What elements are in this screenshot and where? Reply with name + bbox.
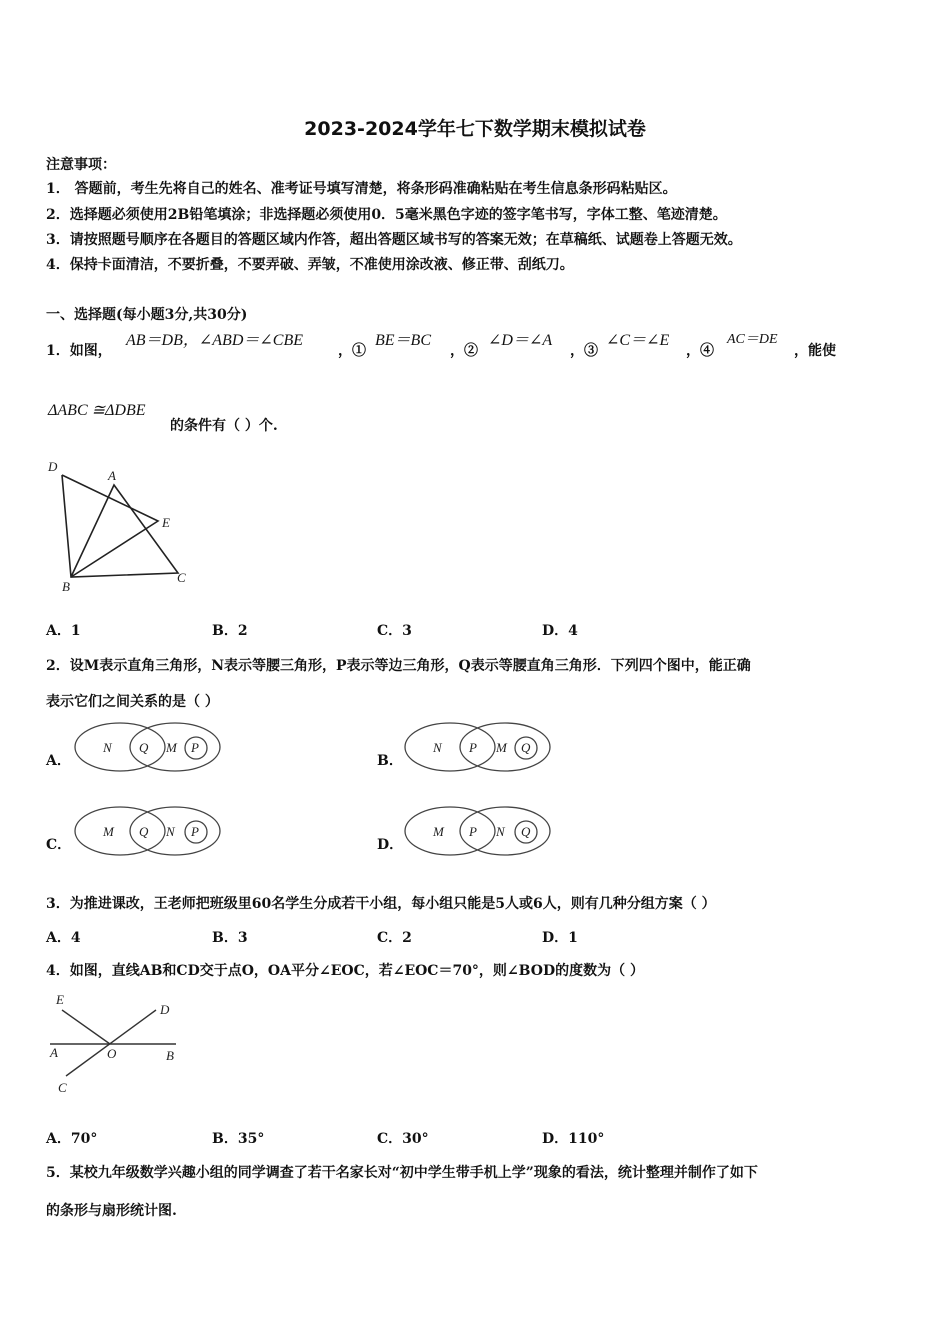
q3-option-a[interactable]: A．4 (46, 930, 81, 946)
q1-option-a[interactable]: A．1 (46, 623, 81, 639)
q2-option-c[interactable]: C． (46, 837, 72, 853)
q2-option-a[interactable]: A． (46, 753, 71, 769)
q5-text: 的条形与扇形统计图. (46, 1203, 177, 1219)
notice-heading: 注意事项： (46, 157, 116, 173)
q1-option-c[interactable]: C．3 (377, 623, 412, 639)
venn-label: M (433, 824, 444, 839)
point-label-a: A (108, 468, 116, 483)
venn-label: Q (139, 824, 149, 839)
q1-triangle-figure (44, 455, 204, 595)
point-label-c: C (58, 1080, 67, 1095)
q1-prefix: 1．如图， (46, 343, 112, 359)
q3-option-b[interactable]: B．3 (212, 930, 248, 946)
ray-oe (62, 1010, 110, 1044)
q5-text: 5．某校九年级数学兴趣小组的同学调查了若干名家长对“初中学生带手机上学”现象的看法，统计整理并制作了如下 (46, 1165, 758, 1181)
q2-venn-c (70, 804, 220, 864)
section-heading: 一、选择题(每小题3分,共30分) (46, 307, 248, 323)
triangle-abc-edges (62, 475, 178, 577)
q4-text: 4．如图，直线AB和CD交于点O，OA平分∠EOC，若∠EOC＝70°，则∠BOD的度数为（ ） (46, 963, 644, 979)
venn-label: P (191, 740, 199, 755)
q1-sep: ，④ (686, 343, 714, 359)
q2-text: 表示它们之间关系的是（ ） (46, 694, 219, 710)
venn-label: N (103, 740, 112, 755)
q4-option-d[interactable]: D．110° (542, 1131, 605, 1147)
venn-label: M (103, 824, 114, 839)
q1-suffix: ，能使 (794, 343, 836, 359)
q1-sep: ，③ (570, 343, 598, 359)
venn-label: M (496, 740, 507, 755)
point-label-d: D (160, 1002, 170, 1017)
q1-given: AB＝DB，∠ABD＝∠CBE (126, 332, 304, 349)
q3-text: 3．为推进课改，王老师把班级里60名学生分成若干小组，每小组只能是5人或6人，则有几种分组方案（ ） (46, 896, 716, 912)
q1-condition-3: ∠C＝∠E (606, 332, 670, 349)
point-label-e: E (162, 515, 170, 530)
venn-label: Q (521, 824, 531, 839)
line-cd (66, 1010, 156, 1076)
q1-sep: ，② (450, 343, 478, 359)
point-label-o: O (107, 1046, 117, 1061)
venn-label: N (496, 824, 505, 839)
point-label-b: B (62, 579, 70, 594)
notice-item: 4．保持卡面清洁，不要折叠，不要弄破、弄皱，不准使用涂改液、修正带、刮纸刀。 (46, 257, 574, 273)
point-label-b: B (166, 1048, 174, 1063)
notice-item: 1． 答题前，考生先将自己的姓名、准考证号填写清楚，将条形码准确粘贴在考生信息条形码粘贴区。 (46, 181, 677, 197)
point-label-a: A (50, 1045, 58, 1060)
q3-option-d[interactable]: D．1 (542, 930, 578, 946)
notice-item: 3．请按照题号顺序在各题目的答题区域内作答，超出答题区域书写的答案无效；在草稿纸、试题卷上答题无效。 (46, 232, 742, 248)
q1-option-d[interactable]: D．4 (542, 623, 578, 639)
point-label-d: D (48, 459, 58, 474)
venn-label: N (166, 824, 175, 839)
q2-option-b[interactable]: B． (377, 753, 403, 769)
q1-sep: ，① (338, 343, 366, 359)
q1-condition-1: BE＝BC (375, 332, 431, 349)
q3-option-c[interactable]: C．2 (377, 930, 412, 946)
q4-option-b[interactable]: B．35° (212, 1131, 265, 1147)
q1-tail: 的条件有（ ）个. (170, 418, 278, 434)
q2-venn-b (400, 720, 550, 780)
venn-label: P (469, 740, 477, 755)
q4-option-a[interactable]: A．70° (46, 1131, 98, 1147)
point-label-c: C (177, 570, 186, 585)
page-title: 2023-2024学年七下数学期末模拟试卷 (304, 118, 646, 140)
q2-venn-a (70, 720, 220, 780)
notice-item: 2．选择题必须使用2B铅笔填涂；非选择题必须使用0．5毫米黑色字迹的签字笔书写，字体工整、笔迹清楚。 (46, 207, 727, 223)
venn-label: P (469, 824, 477, 839)
q1-condition-4: AC＝DE (727, 332, 778, 347)
q4-lines-figure (44, 990, 194, 1100)
q1-congruence: ΔABC ≅ΔDBE (48, 402, 146, 419)
q1-option-b[interactable]: B．2 (212, 623, 248, 639)
venn-label: Q (521, 740, 531, 755)
q2-venn-d (400, 804, 550, 864)
venn-label: Q (139, 740, 149, 755)
point-label-e: E (56, 992, 64, 1007)
q4-option-c[interactable]: C．30° (377, 1131, 429, 1147)
venn-label: M (166, 740, 177, 755)
q2-text: 2．设M表示直角三角形，N表示等腰三角形，P表示等边三角形，Q表示等腰直角三角形．下列四个图中，能正确 (46, 658, 751, 674)
q1-condition-2: ∠D＝∠A (488, 332, 553, 349)
venn-label: N (433, 740, 442, 755)
venn-label: P (191, 824, 199, 839)
q2-option-d[interactable]: D． (377, 837, 404, 853)
